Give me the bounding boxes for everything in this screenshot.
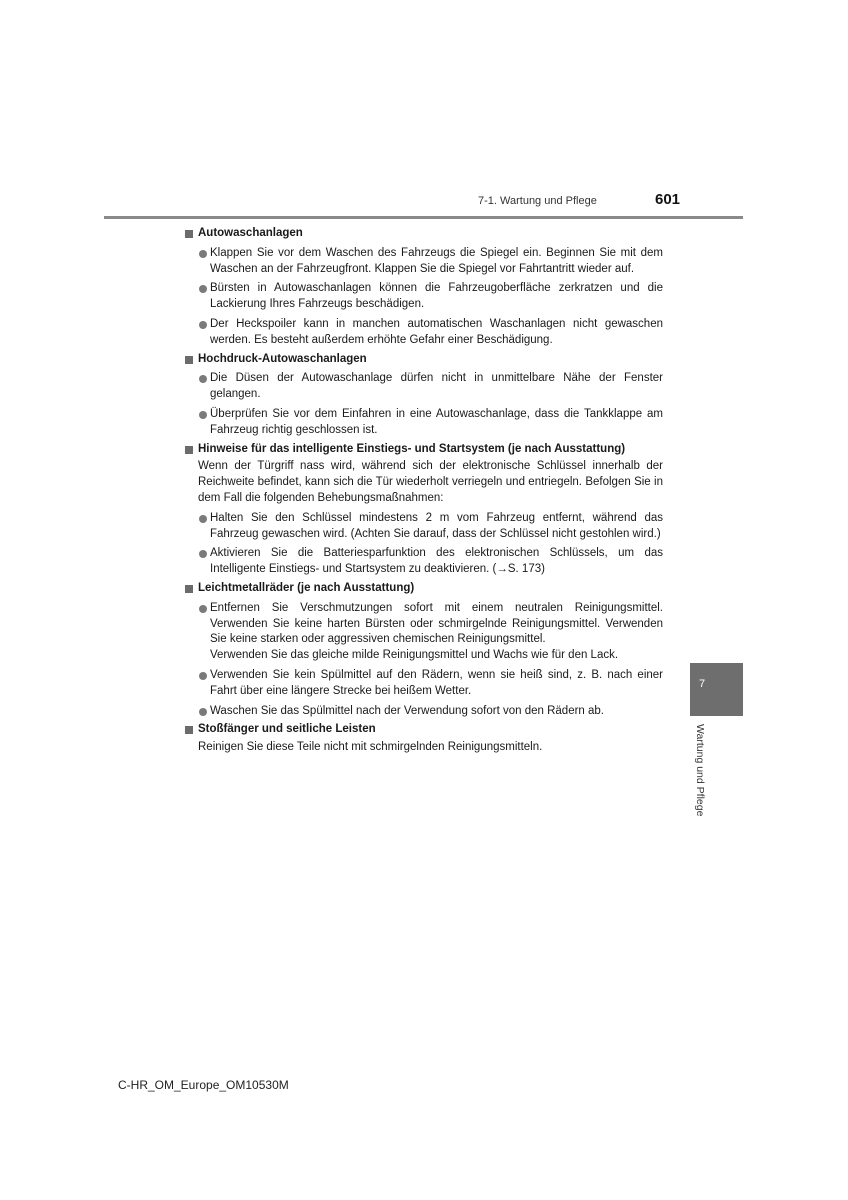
list-item bbox=[185, 317, 663, 349]
section-heading bbox=[185, 442, 663, 458]
document-body bbox=[185, 223, 663, 756]
section-heading bbox=[185, 581, 663, 597]
list-item bbox=[185, 668, 663, 700]
header-divider bbox=[104, 216, 743, 219]
page-number: 601 bbox=[655, 191, 681, 208]
section-heading bbox=[185, 226, 663, 242]
list-item-text: Klappen Sie vor dem Waschen des Fahrzeugs die Spiegel ein. Beginnen Sie mit dem Waschen an der Fahrzeugfront. Klappen Sie die Spiegel vor Fahrtantritt wieder auf. bbox=[210, 246, 663, 275]
list-item-text: Aktivieren Sie die Batteriesparfunktion des elektronischen Schlüssels, um das Intelligente Einstiegs- und Startsystem zu deaktivieren. (→S. 173) bbox=[210, 547, 663, 576]
list-item-text: Verwenden Sie kein Spülmittel auf den Rädern, wenn sie heiß sind, z. B. nach einer Fahrt über eine längere Strecke bei heißem Wetter. bbox=[210, 668, 663, 697]
document-code: C-HR_OM_Europe_OM10530M bbox=[118, 1078, 289, 1092]
chapter-tab-number: 7 bbox=[699, 678, 706, 690]
list-item-text: Überprüfen Sie vor dem Einfahren in eine Autowaschanlage, dass die Tankklappe am Fahrzeug richtig geschlossen ist. bbox=[210, 407, 663, 436]
round-bullet-icon bbox=[199, 550, 207, 558]
square-bullet-icon bbox=[185, 446, 193, 454]
list-item bbox=[185, 407, 663, 439]
list-item bbox=[185, 281, 663, 313]
section-heading bbox=[185, 352, 663, 368]
chapter-tab bbox=[690, 663, 743, 716]
list-item-text: Waschen Sie das Spülmittel nach der Verwendung sofort von den Rädern ab. bbox=[210, 704, 605, 717]
list-item-text: Der Heckspoiler kann in manchen automatischen Waschanlagen nicht gewaschen werden. Es besteht außerdem erhöhte Gefahr einer Beschädigung. bbox=[210, 317, 663, 346]
list-item-text: Verwenden Sie das gleiche milde Reinigungsmittel und Wachs wie für den Lack. bbox=[210, 649, 619, 662]
round-bullet-icon bbox=[199, 321, 207, 329]
square-bullet-icon bbox=[185, 356, 193, 364]
square-bullet-icon bbox=[185, 585, 193, 593]
section-title: Stoßfänger und seitliche Leisten bbox=[198, 723, 376, 736]
list-item bbox=[185, 371, 663, 403]
round-bullet-icon bbox=[199, 375, 207, 383]
section-title: Autowaschanlagen bbox=[198, 227, 303, 239]
round-bullet-icon bbox=[199, 250, 207, 258]
chapter-heading: 7-1. Wartung und Pflege bbox=[478, 195, 597, 207]
chapter-tab-label: Wartung und Pflege bbox=[694, 724, 706, 817]
list-item bbox=[185, 246, 663, 278]
round-bullet-icon bbox=[199, 708, 207, 716]
round-bullet-icon bbox=[199, 411, 207, 419]
list-item bbox=[185, 511, 663, 543]
list-item-text: Halten Sie den Schlüssel mindestens 2 m vom Fahrzeug entfernt, während das Fahrzeug gewaschen wird. (Achten Sie darauf, dass der Schlüssel nicht gestohlen wird.) bbox=[210, 511, 663, 540]
list-item-text: Bürsten in Autowaschanlagen können die Fahrzeugoberfläche zerkratzen und die Lackierung Ihres Fahrzeugs beschädigen. bbox=[210, 282, 663, 311]
section-paragraph: Wenn der Türgriff nass wird, während sich der elektronische Schlüssel innerhalb der Reichweite befindet, kann sich die Tür wiederholt verriegeln und entriegeln. Befolgen Sie in dem Fall die folgenden Behebungsmaßnahmen: bbox=[198, 460, 663, 504]
list-item bbox=[185, 601, 663, 664]
list-item bbox=[185, 704, 663, 720]
section-title: Hochdruck-Autowaschanlagen bbox=[198, 352, 367, 365]
section-heading bbox=[185, 722, 663, 738]
round-bullet-icon bbox=[199, 515, 207, 523]
list-item-text: Entfernen Sie Verschmutzungen sofort mit einem neutralen Reinigungsmittel. Verwenden Sie keine harten Bürsten oder schmirgelnde Reinigungsmittel. Verwenden Sie keine starken oder aggressiven chemischen Reinigungsmittel. bbox=[210, 601, 663, 646]
round-bullet-icon bbox=[199, 285, 207, 293]
list-item-text: Die Düsen der Autowaschanlage dürfen nicht in unmittelbare Nähe der Fenster gelangen. bbox=[210, 372, 663, 401]
list-item bbox=[185, 546, 663, 578]
section-title: Leichtmetallräder (je nach Ausstattung) bbox=[198, 581, 415, 594]
round-bullet-icon bbox=[199, 605, 207, 613]
section-title: Hinweise für das intelligente Einstiegs- und Startsystem (je nach Ausstattung) bbox=[198, 442, 626, 455]
section-paragraph: Reinigen Sie diese Teile nicht mit schmirgelnden Reinigungsmitteln. bbox=[198, 741, 543, 754]
square-bullet-icon bbox=[185, 230, 193, 238]
square-bullet-icon bbox=[185, 726, 193, 734]
round-bullet-icon bbox=[199, 672, 207, 680]
